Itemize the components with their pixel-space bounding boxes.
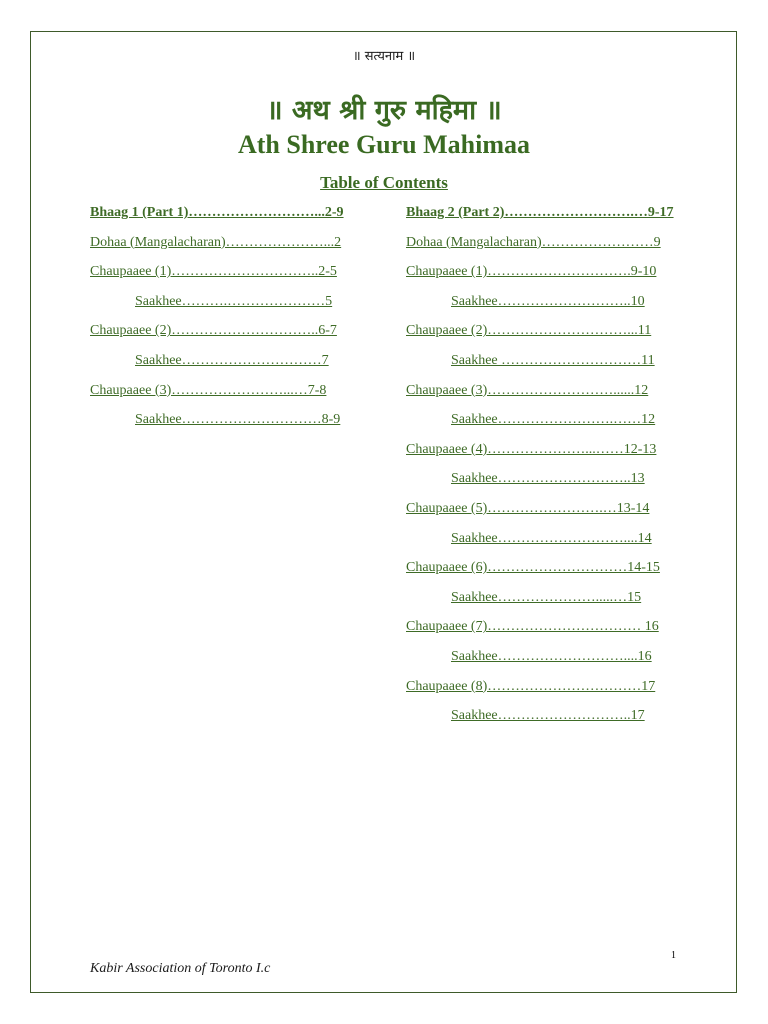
satyanam-mark: ॥ सत्यनाम ॥: [352, 49, 416, 64]
toc-link[interactable]: Chaupaaee (8)……………………………17: [406, 678, 656, 694]
toc-link-saakhee[interactable]: Saakhee……….…………………5: [135, 293, 333, 309]
toc-link-saakhee[interactable]: Saakhee………………………..13: [451, 471, 645, 487]
toc-link[interactable]: Chaupaaee (3)………………………......12: [406, 382, 649, 398]
toc-column-left: [90, 205, 360, 442]
toc-link-saakhee[interactable]: Saakhee…………………………7: [135, 352, 329, 368]
hindi-title: ॥ अथ श्री गुरु महिमा ॥: [266, 95, 502, 126]
toc-link-saakhee[interactable]: Saakhee………………………..10: [451, 293, 645, 309]
english-title: Ath Shree Guru Mahimaa: [237, 130, 531, 159]
toc-link[interactable]: Chaupaaee (2)…………………………...11: [406, 323, 652, 339]
toc-link[interactable]: Bhaag 1 (Part 1)………………………...2-9: [90, 205, 344, 220]
toc-link-saakhee[interactable]: Saakhee…………………………8-9: [135, 412, 341, 428]
toc-link[interactable]: Bhaag 2 (Part 2)……………………….…9-17: [406, 205, 674, 220]
toc-link[interactable]: Chaupaaee (4)…………………...……12-13: [406, 441, 657, 457]
toc-link[interactable]: Chaupaaee (1)…………………………..2-5: [90, 264, 337, 280]
toc-link[interactable]: Chaupaaee (2)…………………………..6-7: [90, 323, 337, 339]
toc-link[interactable]: Chaupaaee (7)…………………………… 16: [406, 619, 659, 635]
toc-link[interactable]: Dohaa (Mangalacharan)…………………...2: [90, 234, 342, 250]
toc-link[interactable]: Chaupaaee (1)………………………….9-10: [406, 264, 657, 280]
page-number: 1: [671, 950, 676, 961]
toc-link-saakhee[interactable]: Saakhee………………………..17: [451, 708, 645, 724]
toc-link-saakhee[interactable]: Saakhee………………………....16: [451, 648, 652, 664]
toc-link[interactable]: Chaupaaee (5)…………………….…13-14: [406, 500, 650, 516]
toc-heading[interactable]: Table of Contents: [320, 173, 448, 192]
toc-column-right: [406, 205, 678, 738]
toc-link-saakhee[interactable]: Saakhee………………………....14: [451, 530, 652, 546]
toc-link[interactable]: Chaupaaee (6)…………………………14-15: [406, 560, 660, 576]
footer-organization: Kabir Association of Toronto I.c: [90, 961, 271, 976]
toc-link[interactable]: Dohaa (Mangalacharan)……………………9: [406, 234, 661, 250]
toc-link-saakhee[interactable]: Saakhee …………………………11: [451, 352, 655, 368]
toc-link-saakhee[interactable]: Saakhee…………………….……12: [451, 412, 656, 428]
toc-link[interactable]: Chaupaaee (3)……………………...…7-8: [90, 382, 327, 398]
toc-link-saakhee[interactable]: Saakhee………………….....…15: [451, 589, 642, 605]
